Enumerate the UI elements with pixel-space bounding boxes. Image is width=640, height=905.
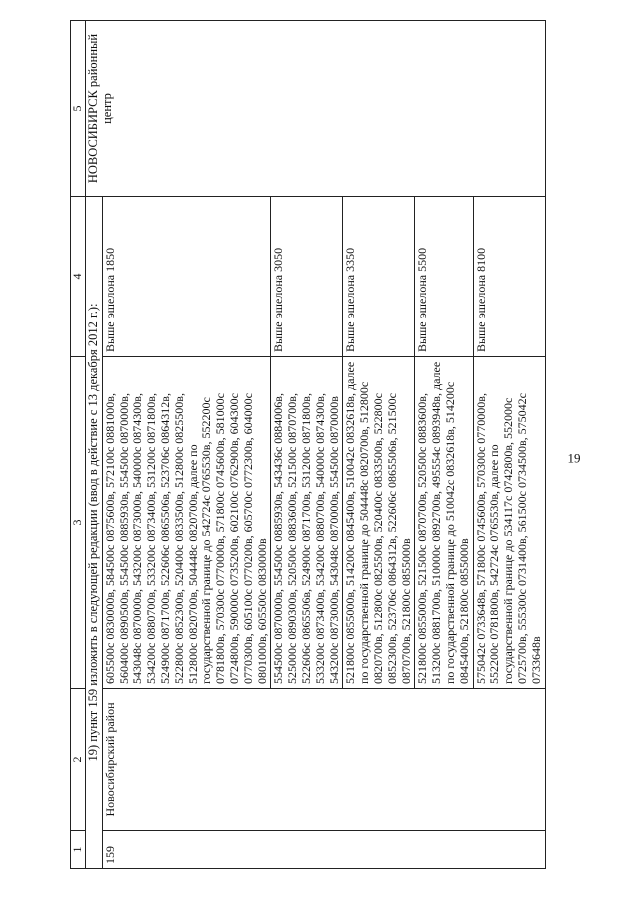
row-number: 159 <box>102 831 545 869</box>
coordinates-cell: 575042с 0733648в, 571800с 0745600в, 570300с 0770000в, 552200с 0781800в, 542724с 0765530в, далее по государственной границе до 534117с 0742800в, 552000с 0725700в, 555300с 0731400в, 561500с 0734500в, 575042с 0733648в <box>473 357 545 689</box>
district-name: Новосибирский район <box>102 689 545 831</box>
coordinates-cell: 521800с 0855000в, 521500с 0870700в, 520500с 0883600в, 513200с 0881700в, 510000с 0892700в, 495554с 0893948в, далее по государственной границе до 510042с 0832618в, 514200с 0845400в, 521800с 0855000в <box>415 357 473 689</box>
altitude-cell: Выше эшелона 5500 <box>415 197 473 357</box>
coordinates-cell: 605500с 0830000в, 584500с 0875600в, 572100с 0881000в, 560400с 0890500в, 554500с 0885930в, 554500с 0870000в, 543048с 0870000в, 543200с 0873000в, 540000с 0874300в, 534200с 0880700в, 533200с 0873400в, 531200с 0871800в, 524900с 0871700в, 522606с 0865506в, 523706с 0864312в, 522800с 0852300в, 520400с 0833500в, 512800с 0825500в, 512800с 0820700в, 504448с 0820700в, далее по государственной границе до 542724с 0765530в, 552200с 0781800в, 570300с 0770000в, 571800с 0745600в, 581000с 0724800в, 590000с 0735200в, 602100с 0762900в, 604300с 0770300в, 605100с 0770200в, 605700с 0772300в, 604000с 0801000в, 605500с 0830000в <box>102 357 271 689</box>
altitude-cell: Выше эшелона 3350 <box>343 197 415 357</box>
coordinates-cell: 554500с 0870000в, 554500с 0885930в, 543436с 0884006в, 525000с 0890300в, 520500с 0883600в, 521500с 0870700в, 522606с 0865506в, 524900с 0871700в, 531200с 0871800в, 533200с 0873400в, 534200с 0880700в, 540000с 0874300в, 543200с 0873000в, 543048с 0870000в, 554500с 0870000в <box>271 357 343 689</box>
column-header-5: 5 <box>71 21 86 197</box>
column-number-row <box>71 21 86 869</box>
coordinates-cell: 521800с 0855000в, 514200с 0845400в, 510042с 0832618в, далее по государственной границе до 504448с 0820700в, 512800с 0820700в, 512800с 0825500в, 520400с 0833500в, 522800с 0852300в, 523706с 0864312в, 522606с 0865506в, 521500с 0870700в, 521800с 0855000в <box>343 357 415 689</box>
column-header-1: 1 <box>71 831 86 869</box>
district-center-cell: НОВОСИБИРСК районный центр <box>86 21 546 197</box>
column-header-2: 2 <box>71 689 86 831</box>
altitude-cell: Выше эшелона 1850 <box>102 197 271 357</box>
column-header-3: 3 <box>71 357 86 689</box>
altitude-cell: Выше эшелона 8100 <box>473 197 545 357</box>
altitude-cell: Выше эшелона 3050 <box>271 197 343 357</box>
column-header-4: 4 <box>71 197 86 357</box>
page-number: 19 <box>567 450 581 466</box>
amendment-intro-text: 19) пункт 159 изложить в следующей редакции (ввод в действие с 13 декабря 2012 г.): <box>86 197 103 869</box>
amendment-intro-row <box>86 21 103 869</box>
airspace-table <box>70 20 546 869</box>
